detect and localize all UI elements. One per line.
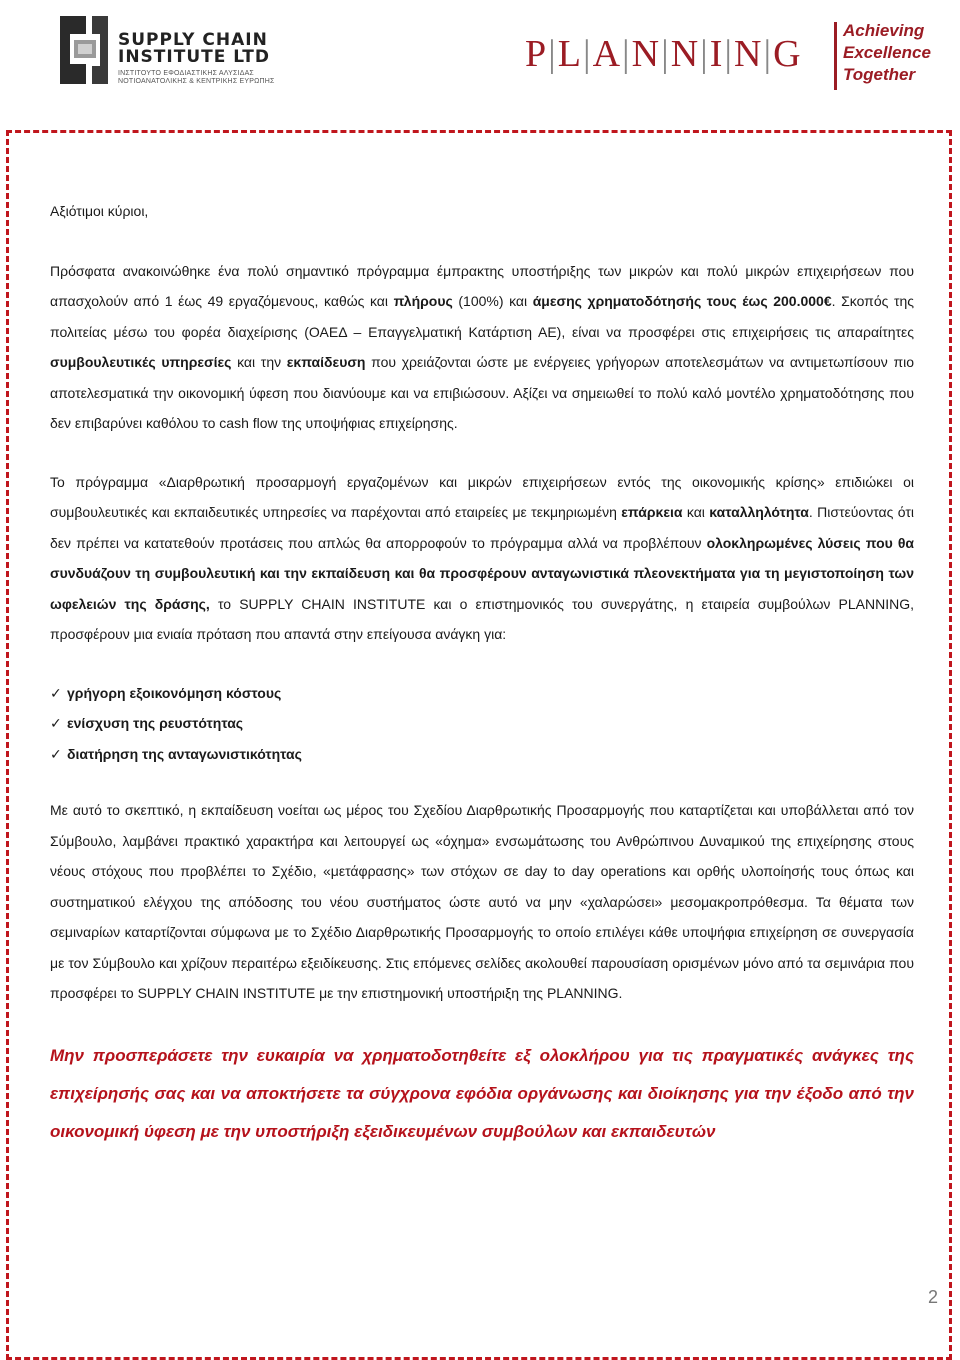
checkmark-icon: ✓ <box>50 745 62 762</box>
supply-chain-emblem-icon <box>52 8 112 92</box>
planning-letter: N <box>734 33 764 75</box>
bold-run: επάρκεια <box>621 504 683 520</box>
text-run: το SUPPLY CHAIN INSTITUTE και ο επιστημονικός του συνεργάτης, η εταιρεία συμβούλων PLANNING, προσφέρουν μια ενιαία πρόταση που απαντά στην επείγουσα ανάγκη για: <box>50 595 914 642</box>
list-item-label: γρήγορη εξοικονόμηση κόστους <box>67 684 282 701</box>
list-item <box>50 708 914 739</box>
planning-letter: A <box>592 33 623 75</box>
sci-title-line2: INSTITUTE LTD <box>118 47 270 67</box>
planning-tagline <box>843 20 931 86</box>
text-run: (100%) και <box>452 293 533 309</box>
planning-letter: N <box>670 33 701 75</box>
list-item-label: διατήρηση της ανταγωνιστικότητας <box>67 745 302 762</box>
text-run: . Πιστεύοντας ότι δεν πρέπει να κατατεθούν προτάσεις που απλώς θα απορροφούν το πρόγραμμα αλλά να προβλέπουν <box>50 504 914 551</box>
bold-run: καταλληλότητα <box>709 504 809 520</box>
bold-run: συμβουλευτικές υπηρεσίες <box>50 354 232 370</box>
paragraph-3: Με αυτό το σκεπτικό, η εκπαίδευση νοείται ως μέρος του Σχεδίου Διαρθρωτικής Προσαρμογής που καταρτίζεται και υποβάλλεται από τον Σύμβουλο, λαμβάνει πρακτικό χαρακτήρα και λειτουργεί ως «όχημα» ενσωμάτωσης του Ανθρώπινου Δυναμικού της επιχείρησης στους νέους στόχους που προβλέπει το Σχέδιο, «μετάφρασης» των στόχων σε day to day operations και ορθής υλοποίησής τους όπως και συστηματικού ελέγχου της απόδοσης του νέου συστήματος ώστε αυτό να μην «χαλαρώσει» μεσομακροπρόθεσμα. Τα θέματα των σεμιναρίων καταρτίζονται σύμφωνα με το Σχέδιο Διαρθρωτικής Προσαρμογής το οποίο επιλέγει κάθε υποψήφια επιχείρηση σε συνεργασία με τον Σύμβουλο και χρίζουν περαιτέρω εξειδίκευσης. Στις επόμενες σελίδες ακολουθεί παρουσίαση ορισμένων μόνο από τα σεμινάρια που προσφέρει το SUPPLY CHAIN INSTITUTE με την επιστημονική υποστήριξη της PLANNING. <box>50 802 914 1001</box>
text-run: και την <box>231 354 287 370</box>
tagline-line: Together <box>843 65 916 84</box>
text-run: και <box>682 504 710 520</box>
planning-letter: N <box>631 33 662 75</box>
text-run: Το πρόγραμμα «Διαρθρωτική προσαρμογή εργαζομένων και μικρών επιχειρήσεων εντός της οικονομικής κρίσης» επιδιώκει οι συμβουλευτικές και εκπαιδευτικές υπηρεσίες να παρέχονται από εταιρείες με τεκμηριωμένη <box>50 473 914 520</box>
page-header <box>0 0 960 100</box>
planning-letter: P <box>525 33 549 75</box>
text-run: . Σκοπός της πολιτείας μέσω του φορέα διαχείρισης (ΟΑΕΔ – Επαγγελματική Κατάρτιση ΑΕ), είναι να προσφέρει στις επιχειρήσεις τις απαραίτητες <box>50 293 915 340</box>
planning-letter: L <box>557 33 583 75</box>
letter-body <box>50 196 914 1168</box>
sci-title <box>118 32 270 66</box>
list-item <box>50 678 914 709</box>
bold-run: εκπαίδευση <box>286 354 366 370</box>
paragraph-1 <box>50 256 914 439</box>
bold-run: ολοκληρωμένες λύσεις που θα συνδυάζουν τη συμβουλευτική και την εκπαίδευση και θα προσφέρουν ανταγωνιστικά πλεονεκτήματα για τη μεγιστοποίηση των ωφελειών της δράσης, <box>50 534 915 612</box>
planning-letter: I <box>709 33 725 75</box>
sci-subtitle-line2: ΝΟΤΙΟΑΝΑΤΟΛΙΚΗΣ & ΚΕΝΤΡΙΚΗΣ ΕΥΡΩΠΗΣ <box>118 78 275 85</box>
page-number: 2 <box>928 1287 939 1307</box>
benefits-checklist <box>50 678 914 770</box>
list-item <box>50 739 914 770</box>
list-item-label: ενίσχυση της ρευστότητας <box>67 715 244 731</box>
sci-title-line1: SUPPLY CHAIN <box>118 30 268 50</box>
supply-chain-institute-logo <box>52 8 312 92</box>
sci-subtitle <box>118 70 308 86</box>
text-run: που χρειάζονται ώστε με ενέργειες γρήγορων αποτελεσμάτων να αντιμετωπίσουν πιο αποτελεσματικά την οικονομική ύφεση που διανύουμε και να επιβιώσουν. Αξίζει να σημειωθεί το πολύ καλό μοντέλο χρηματοδότησης που δεν επιβαρύνει καθόλου το cash flow της υποψήφιας επιχείρησης. <box>50 354 914 431</box>
bold-run: άμεσης χρηματοδότησής τους έως 200.000€ <box>532 293 832 309</box>
greeting: Αξιότιμοι κύριοι, <box>50 203 149 219</box>
text-run: Πρόσφατα ανακοινώθηκε ένα πολύ σημαντικό πρόγραμμα έμπρακτης υποστήριξης των μικρών και πολύ μικρών επιχειρήσεων που απασχολούν από 1 έως 49 εργαζόμενους, καθώς και <box>50 262 914 309</box>
planning-divider <box>834 22 837 90</box>
bold-run: πλήρους <box>393 293 453 309</box>
call-to-action: Μην προσπεράσετε την ευκαιρία να χρηματοδοτηθείτε εξ ολοκλήρου για τις πραγματικές ανάγκες της επιχείρησής σας και να αποκτήσετε τα σύγχρονα εφόδια οργάνωσης και διοίκησης για την έξοδο από την οικονομική ύφεση με την υποστήριξη εξειδικευμένων συμβούλων και εκπαιδευτών <box>50 1045 914 1141</box>
paragraph-2 <box>50 467 914 650</box>
tagline-line: Achieving <box>843 21 925 40</box>
tagline-line: Excellence <box>843 43 931 62</box>
planning-letter: G <box>773 33 803 75</box>
checkmark-icon: ✓ <box>50 715 62 731</box>
planning-logo-wordmark: P|L|A|N|N|I|N|G <box>525 33 803 75</box>
checkmark-icon: ✓ <box>50 684 62 701</box>
sci-subtitle-line1: ΙΝΣΤΙΤΟΥΤΟ ΕΦΟΔΙΑΣΤΙΚΗΣ ΑΛΥΣΙΔΑΣ <box>118 70 254 77</box>
